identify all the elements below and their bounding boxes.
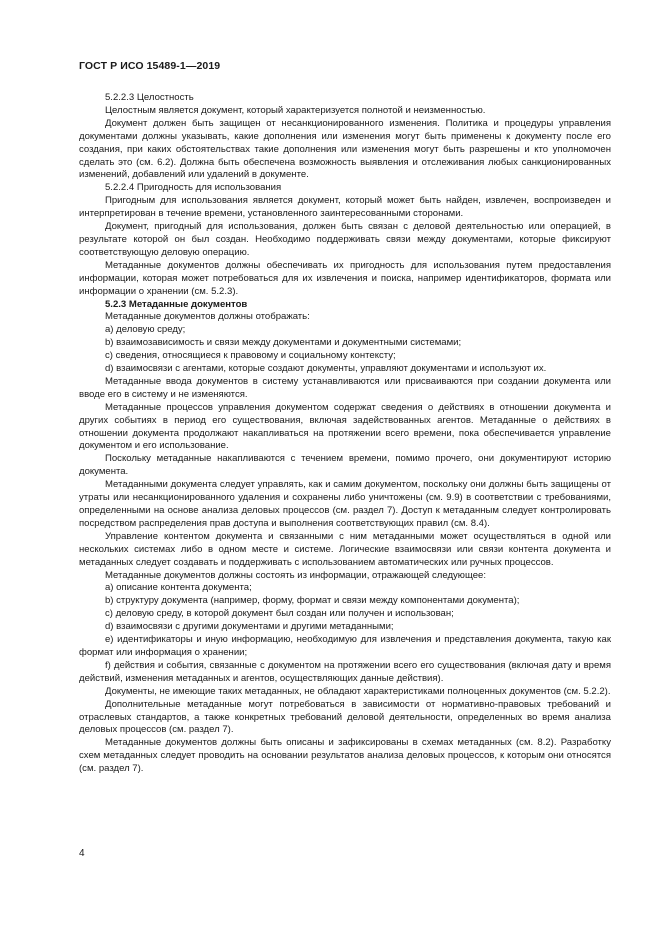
paragraph: Документ должен быть защищен от несанкционированного изменения. Политика и процедуры управления документами должны указывать, какие дополнения или изменения могут быть применены к документу после его создания, при каких обстоятельствах такие дополнения или изменения могут быть разрешены и кто уполномочен сделать это (см. 6.2). Должна быть обеспечена возможность выявления и отслеживания любых санкционированных изменений, добавлений или удалений в документе. — [79, 117, 611, 181]
paragraph: Метаданные документов должны отображать: — [105, 311, 310, 323]
paragraph: Метаданные документов должны состоять из информации, отражающей следующее: — [105, 569, 486, 581]
paragraph: Метаданные процессов управления документом содержат сведения о действиях в отношении документа и других событиях в период его существования, включая задействованных агентов. Метаданные о действиях в отношении документа продолжают накапливаться на протяжении всего времени, пока обеспечивается управление документом и его использование. — [79, 401, 611, 452]
paragraph: e) идентификаторы и иную информацию, необходимую для извлечения и представления документа, такую как формат или информация о хранении; — [79, 634, 611, 658]
paragraph: d) взаимосвязи с агентами, которые создают документы, управляют документами и используют их. — [105, 363, 547, 375]
paragraph: Дополнительные метаданные могут потребоваться в зависимости от нормативно-правовых требований и отраслевых стандартов, а также конкретных требований деловой деятельности, определенных во время анализа деловых процессов (см. раздел 7). — [79, 698, 611, 736]
paragraph: Метаданные ввода документов в систему устанавливаются или присваиваются при создании документа или вводе его в систему и не изменяются. — [79, 375, 611, 400]
paragraph: a) деловую среду; — [105, 324, 186, 336]
paragraph: Поскольку метаданные накапливаются с течением времени, помимо прочего, они документируют историю документа. — [79, 453, 611, 478]
paragraph: b) взаимозависимость и связи между документами и документными системами; — [105, 337, 462, 349]
paragraph: a) описание контента документа; — [105, 582, 252, 594]
paragraph: f) действия и события, связанные с документом на протяжении всего его существования (включая дату и время действий, изменения метаданных и агентов, осуществляющих данные действия). — [79, 659, 611, 684]
paragraph: Документы, не имеющие таких метаданных, не обладают характеристиками полноценных документов (см. 5.2.2). — [105, 685, 611, 697]
paragraph: Метаданными документа следует управлять, как и самим документом, поскольку они должны быть защищены от утраты или несанкционированного удаления и сохранены либо уничтожены (см. 9.9) в соответствии с требованиями, определенными на основе анализа деловых процессов (см. раздел 7). Доступ к метаданным следует контролировать посредством распределения прав доступа и выполнения соответствующих правил (см. 8.4). — [79, 479, 611, 529]
paragraph: c) деловую среду, в которой документ был создан или получен и использован; — [105, 608, 454, 620]
section-heading: 5.2.2.4 Пригодность для использования — [105, 182, 282, 194]
standard-header: ГОСТ Р ИСО 15489-1—2019 — [79, 60, 221, 72]
paragraph: b) структуру документа (например, форму, формат и связи между компонентами документа); — [105, 595, 520, 607]
document-body — [79, 92, 611, 776]
section-heading: 5.2.2.3 Целостность — [105, 92, 194, 103]
paragraph: Метаданные документов должны обеспечивать их пригодность для использования путем предоставления информации, которая может потребоваться для их извлечения и поиска, например идентификаторов, формата или информации о хранении (см. 5.2.3). — [79, 259, 611, 297]
paragraph: Пригодным для использования является документ, который может быть найден, извлечен, воспроизведен и интерпретирован в течение времени, установленного заинтересованными сторонами. — [79, 195, 611, 220]
paragraph: Целостным является документ, который характеризуется полнотой и неизменностью. — [105, 104, 486, 116]
paragraph: d) взаимосвязи с другими документами и другими метаданными; — [105, 621, 394, 633]
paragraph: Документ, пригодный для использования, должен быть связан с деловой деятельностью или операцией, в результате которой он был создан. Необходимо поддерживать связи между документами, которые фиксируют соответствующую деловую операцию. — [79, 221, 611, 258]
paragraph: c) сведения, относящиеся к правовому и социальному контексту; — [105, 350, 396, 362]
section-heading: 5.2.3 Метаданные документов — [105, 298, 248, 310]
page-number: 4 — [79, 848, 85, 859]
paragraph: Метаданные документов должны быть описаны и зафиксированы в схемах метаданных (см. 8.2). Разработку схем метаданных следует проводить на основании результатов анализа деловых процессов, к которым они относятся (см. раздел 7). — [79, 737, 611, 775]
paragraph: Управление контентом документа и связанными с ним метаданными может осуществляться в одной или нескольких системах либо в одном месте и системе. Логические взаимосвязи или связи контента документа и метаданных следует создавать и поддерживать с использованием автоматических или ручных процессов. — [79, 530, 611, 568]
